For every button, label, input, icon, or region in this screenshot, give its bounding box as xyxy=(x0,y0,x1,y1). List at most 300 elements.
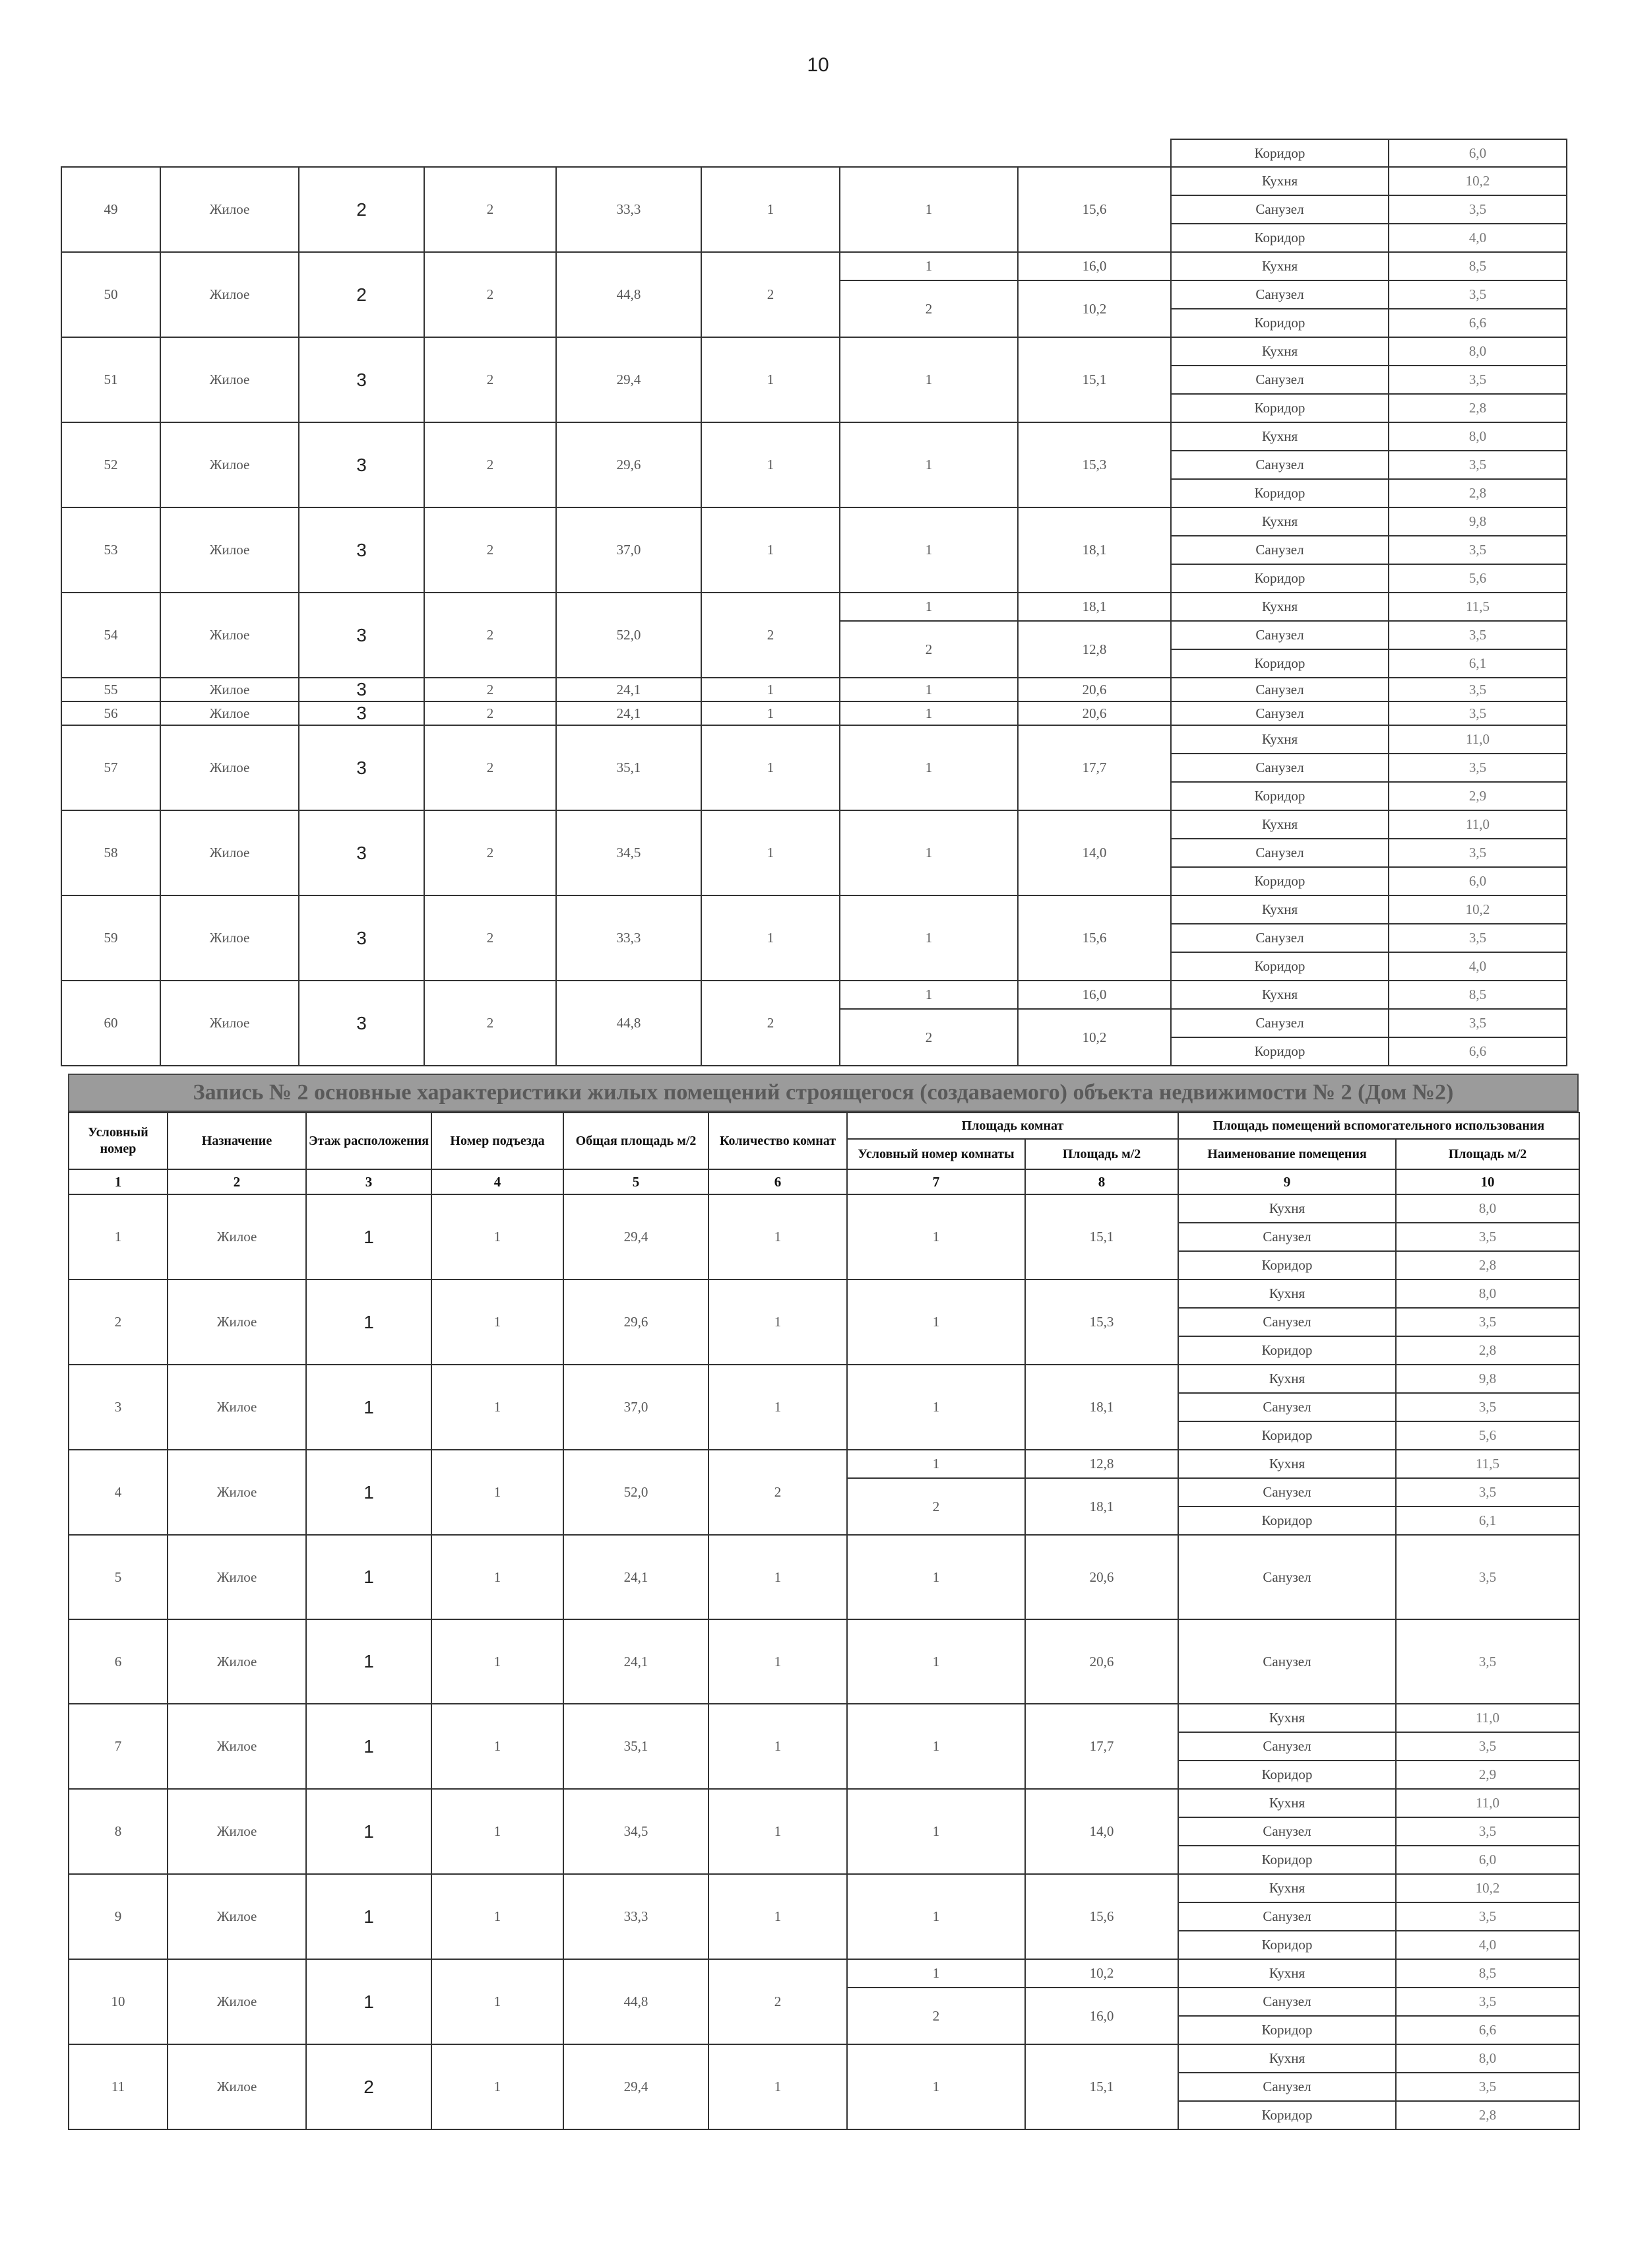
unit-purpose: Жилое xyxy=(168,1959,306,2044)
aux-area: 3,5 xyxy=(1389,536,1567,564)
unit-rooms-count: 1 xyxy=(708,1365,847,1450)
room-area: 15,3 xyxy=(1018,422,1171,507)
unit-purpose: Жилое xyxy=(160,422,299,507)
aux-name: Кухня xyxy=(1178,1450,1396,1478)
unit-number: 56 xyxy=(61,701,160,725)
unit-floor: 1 xyxy=(306,1959,431,2044)
column-index: 6 xyxy=(708,1169,847,1194)
aux-area: 8,0 xyxy=(1389,337,1567,366)
apartments-table-house-2 xyxy=(68,1112,1580,2130)
table-row xyxy=(69,1704,1579,1732)
unit-floor: 1 xyxy=(306,1874,431,1959)
room-number: 1 xyxy=(847,1619,1025,1704)
aux-area: 3,5 xyxy=(1389,621,1567,649)
aux-area: 11,0 xyxy=(1396,1704,1579,1732)
aux-name: Санузел xyxy=(1178,2073,1396,2101)
header-cond-number: Условный номер xyxy=(69,1113,168,1169)
unit-floor: 1 xyxy=(306,1280,431,1365)
unit-total-area: 37,0 xyxy=(556,507,701,593)
unit-rooms-count: 1 xyxy=(708,1535,847,1619)
unit-number: 9 xyxy=(69,1874,168,1959)
unit-entrance: 2 xyxy=(424,895,556,981)
aux-name: Коридор xyxy=(1171,479,1389,507)
aux-area: 3,5 xyxy=(1389,280,1567,309)
unit-entrance: 1 xyxy=(431,1874,563,1959)
unit-rooms-count: 1 xyxy=(708,1789,847,1874)
unit-purpose: Жилое xyxy=(160,725,299,810)
table-row xyxy=(69,1450,1579,1478)
aux-name: Кухня xyxy=(1178,1194,1396,1223)
room-area: 12,8 xyxy=(1018,621,1171,678)
unit-total-area: 29,4 xyxy=(563,2044,708,2129)
aux-area: 4,0 xyxy=(1396,1931,1579,1959)
aux-area: 6,1 xyxy=(1389,649,1567,678)
aux-name: Кухня xyxy=(1178,1874,1396,1902)
unit-floor: 1 xyxy=(306,1704,431,1789)
aux-area: 3,5 xyxy=(1396,2073,1579,2101)
table-row xyxy=(69,1959,1579,1988)
aux-name: Санузел xyxy=(1171,701,1389,725)
room-area: 15,6 xyxy=(1018,895,1171,981)
aux-name: Коридор xyxy=(1178,2101,1396,2129)
unit-purpose: Жилое xyxy=(168,1619,306,1704)
unit-entrance: 2 xyxy=(424,725,556,810)
aux-area: 3,5 xyxy=(1389,839,1567,867)
aux-name: Санузел xyxy=(1171,366,1389,394)
unit-number: 2 xyxy=(69,1280,168,1365)
unit-purpose: Жилое xyxy=(160,337,299,422)
unit-total-area: 34,5 xyxy=(556,810,701,895)
unit-rooms-count: 1 xyxy=(708,1194,847,1280)
room-number: 1 xyxy=(840,678,1018,701)
header-rooms-count: Количество комнат xyxy=(708,1113,847,1169)
aux-name: Санузел xyxy=(1178,1535,1396,1619)
aux-area: 5,6 xyxy=(1389,564,1567,593)
unit-total-area: 37,0 xyxy=(563,1365,708,1450)
aux-area: 3,5 xyxy=(1396,1223,1579,1251)
aux-name: Кухня xyxy=(1178,1789,1396,1817)
aux-area: 10,2 xyxy=(1389,167,1567,195)
aux-area: 3,5 xyxy=(1396,1619,1579,1704)
unit-total-area: 33,3 xyxy=(563,1874,708,1959)
unit-number: 51 xyxy=(61,337,160,422)
aux-area: 6,0 xyxy=(1396,1846,1579,1874)
aux-area: 6,0 xyxy=(1389,867,1567,895)
aux-area: 2,8 xyxy=(1396,2101,1579,2129)
table-row xyxy=(61,678,1567,701)
unit-total-area: 35,1 xyxy=(556,725,701,810)
unit-purpose: Жилое xyxy=(168,2044,306,2129)
unit-purpose: Жилое xyxy=(168,1280,306,1365)
aux-area: 3,5 xyxy=(1389,924,1567,952)
column-index: 3 xyxy=(306,1169,431,1194)
unit-number: 8 xyxy=(69,1789,168,1874)
table-row xyxy=(61,422,1567,451)
room-number: 1 xyxy=(840,981,1018,1009)
room-area: 16,0 xyxy=(1025,1988,1178,2044)
unit-rooms-count: 2 xyxy=(708,1959,847,2044)
aux-area: 2,8 xyxy=(1389,479,1567,507)
room-area: 15,6 xyxy=(1025,1874,1178,1959)
aux-name: Коридор xyxy=(1171,867,1389,895)
aux-name: Коридор xyxy=(1171,139,1389,167)
aux-area: 11,5 xyxy=(1396,1450,1579,1478)
unit-rooms-count: 1 xyxy=(701,701,840,725)
aux-name: Санузел xyxy=(1171,678,1389,701)
unit-purpose: Жилое xyxy=(160,895,299,981)
unit-floor: 3 xyxy=(299,593,424,678)
unit-purpose: Жилое xyxy=(168,1789,306,1874)
aux-name: Кухня xyxy=(1171,252,1389,280)
column-index: 2 xyxy=(168,1169,306,1194)
unit-rooms-count: 2 xyxy=(701,593,840,678)
aux-area: 6,1 xyxy=(1396,1507,1579,1535)
table-row xyxy=(69,1365,1579,1393)
table-row xyxy=(61,593,1567,621)
aux-area: 3,5 xyxy=(1389,701,1567,725)
aux-area: 11,0 xyxy=(1396,1789,1579,1817)
room-number: 1 xyxy=(847,1280,1025,1365)
unit-rooms-count: 1 xyxy=(701,422,840,507)
unit-number: 1 xyxy=(69,1194,168,1280)
unit-rooms-count: 1 xyxy=(708,1280,847,1365)
column-index: 10 xyxy=(1396,1169,1579,1194)
room-number: 1 xyxy=(840,593,1018,621)
aux-name: Коридор xyxy=(1171,564,1389,593)
aux-name: Коридор xyxy=(1171,649,1389,678)
table-row xyxy=(61,252,1567,280)
unit-total-area: 24,1 xyxy=(563,1619,708,1704)
room-number: 1 xyxy=(840,507,1018,593)
aux-name: Коридор xyxy=(1171,782,1389,810)
header-total-area: Общая площадь м/2 xyxy=(563,1113,708,1169)
unit-purpose: Жилое xyxy=(160,167,299,252)
aux-name: Санузел xyxy=(1178,1732,1396,1761)
unit-purpose: Жилое xyxy=(160,810,299,895)
aux-area: 8,0 xyxy=(1389,422,1567,451)
unit-floor: 1 xyxy=(306,1365,431,1450)
aux-name: Санузел xyxy=(1171,924,1389,952)
aux-area: 3,5 xyxy=(1396,1902,1579,1931)
unit-floor: 1 xyxy=(306,1619,431,1704)
unit-floor: 3 xyxy=(299,678,424,701)
unit-floor: 3 xyxy=(299,725,424,810)
unit-floor: 1 xyxy=(306,1450,431,1535)
aux-area: 8,5 xyxy=(1389,252,1567,280)
room-number: 1 xyxy=(847,1535,1025,1619)
aux-name: Санузел xyxy=(1171,839,1389,867)
table-row xyxy=(61,507,1567,536)
column-index: 1 xyxy=(69,1169,168,1194)
unit-purpose: Жилое xyxy=(160,507,299,593)
aux-area: 4,0 xyxy=(1389,952,1567,981)
unit-total-area: 33,3 xyxy=(556,895,701,981)
aux-area: 3,5 xyxy=(1389,678,1567,701)
column-index: 8 xyxy=(1025,1169,1178,1194)
aux-area: 3,5 xyxy=(1396,1393,1579,1421)
table-row xyxy=(69,1874,1579,1902)
aux-name: Кухня xyxy=(1171,810,1389,839)
aux-area: 3,5 xyxy=(1389,451,1567,479)
aux-name: Коридор xyxy=(1171,1037,1389,1066)
unit-entrance: 1 xyxy=(431,2044,563,2129)
unit-entrance: 1 xyxy=(431,1365,563,1450)
unit-rooms-count: 1 xyxy=(701,895,840,981)
room-area: 18,1 xyxy=(1025,1478,1178,1535)
unit-number: 58 xyxy=(61,810,160,895)
room-area: 15,1 xyxy=(1025,1194,1178,1280)
unit-entrance: 1 xyxy=(431,1535,563,1619)
aux-name: Коридор xyxy=(1178,1761,1396,1789)
aux-area: 3,5 xyxy=(1396,1988,1579,2016)
unit-purpose: Жилое xyxy=(168,1704,306,1789)
aux-area: 2,8 xyxy=(1396,1336,1579,1365)
unit-floor: 2 xyxy=(306,2044,431,2129)
aux-name: Санузел xyxy=(1171,280,1389,309)
aux-area: 8,0 xyxy=(1396,1280,1579,1308)
unit-rooms-count: 1 xyxy=(701,725,840,810)
unit-purpose: Жилое xyxy=(160,252,299,337)
unit-number: 3 xyxy=(69,1365,168,1450)
aux-name: Санузел xyxy=(1171,1009,1389,1037)
aux-area: 8,0 xyxy=(1396,2044,1579,2073)
aux-name: Санузел xyxy=(1178,1223,1396,1251)
room-area: 20,6 xyxy=(1018,678,1171,701)
aux-name: Санузел xyxy=(1171,195,1389,224)
unit-entrance: 2 xyxy=(424,701,556,725)
unit-total-area: 24,1 xyxy=(556,701,701,725)
room-area: 20,6 xyxy=(1025,1535,1178,1619)
table-row xyxy=(69,2044,1579,2073)
room-area: 17,7 xyxy=(1025,1704,1178,1789)
room-number: 1 xyxy=(840,422,1018,507)
room-number: 1 xyxy=(847,1874,1025,1959)
unit-rooms-count: 2 xyxy=(701,252,840,337)
room-number: 1 xyxy=(847,1450,1025,1478)
table-row xyxy=(69,1535,1579,1619)
table-row xyxy=(61,701,1567,725)
aux-name: Санузел xyxy=(1178,1619,1396,1704)
room-number: 1 xyxy=(840,252,1018,280)
room-area: 18,1 xyxy=(1025,1365,1178,1450)
unit-number: 52 xyxy=(61,422,160,507)
aux-area: 9,8 xyxy=(1396,1365,1579,1393)
unit-purpose: Жилое xyxy=(168,1874,306,1959)
table-row xyxy=(61,167,1567,195)
unit-total-area: 24,1 xyxy=(563,1535,708,1619)
unit-purpose: Жилое xyxy=(160,701,299,725)
room-area: 18,1 xyxy=(1018,593,1171,621)
column-index: 7 xyxy=(847,1169,1025,1194)
room-area: 18,1 xyxy=(1018,507,1171,593)
aux-name: Кухня xyxy=(1171,725,1389,754)
table-row xyxy=(61,725,1567,754)
header-purpose: Назначение xyxy=(168,1113,306,1169)
aux-area: 5,6 xyxy=(1396,1421,1579,1450)
room-number: 1 xyxy=(840,810,1018,895)
unit-entrance: 1 xyxy=(431,1619,563,1704)
unit-rooms-count: 1 xyxy=(701,810,840,895)
unit-total-area: 35,1 xyxy=(563,1704,708,1789)
aux-name: Коридор xyxy=(1178,2016,1396,2044)
aux-area: 3,5 xyxy=(1389,1009,1567,1037)
unit-total-area: 29,4 xyxy=(563,1194,708,1280)
unit-purpose: Жилое xyxy=(168,1365,306,1450)
unit-floor: 3 xyxy=(299,810,424,895)
unit-rooms-count: 1 xyxy=(701,507,840,593)
room-area: 16,0 xyxy=(1018,981,1171,1009)
unit-rooms-count: 1 xyxy=(701,678,840,701)
unit-floor: 3 xyxy=(299,981,424,1066)
aux-area: 3,5 xyxy=(1389,195,1567,224)
unit-floor: 2 xyxy=(299,252,424,337)
unit-floor: 3 xyxy=(299,422,424,507)
room-number: 1 xyxy=(840,895,1018,981)
aux-area: 3,5 xyxy=(1396,1817,1579,1846)
aux-name: Кухня xyxy=(1171,507,1389,536)
unit-rooms-count: 1 xyxy=(708,1619,847,1704)
room-area: 16,0 xyxy=(1018,252,1171,280)
unit-purpose: Жилое xyxy=(168,1450,306,1535)
unit-entrance: 1 xyxy=(431,1789,563,1874)
carryover-row xyxy=(61,139,1567,167)
unit-floor: 3 xyxy=(299,507,424,593)
unit-purpose: Жилое xyxy=(160,593,299,678)
aux-area: 10,2 xyxy=(1389,895,1567,924)
aux-name: Кухня xyxy=(1171,593,1389,621)
room-number: 1 xyxy=(840,725,1018,810)
unit-entrance: 2 xyxy=(424,422,556,507)
aux-area: 3,5 xyxy=(1389,754,1567,782)
room-area: 15,3 xyxy=(1025,1280,1178,1365)
aux-name: Санузел xyxy=(1178,1902,1396,1931)
unit-number: 50 xyxy=(61,252,160,337)
unit-entrance: 2 xyxy=(424,810,556,895)
aux-area: 10,2 xyxy=(1396,1874,1579,1902)
room-area: 17,7 xyxy=(1018,725,1171,810)
unit-total-area: 29,6 xyxy=(556,422,701,507)
aux-area: 8,5 xyxy=(1396,1959,1579,1988)
unit-number: 7 xyxy=(69,1704,168,1789)
unit-floor: 3 xyxy=(299,337,424,422)
room-area: 12,8 xyxy=(1025,1450,1178,1478)
unit-total-area: 34,5 xyxy=(563,1789,708,1874)
room-number: 1 xyxy=(847,1194,1025,1280)
room-number: 2 xyxy=(847,1988,1025,2044)
page-number: 10 xyxy=(807,54,829,76)
header-aux-area: Площадь м/2 xyxy=(1396,1139,1579,1169)
table-row xyxy=(61,810,1567,839)
aux-name: Санузел xyxy=(1178,1308,1396,1336)
unit-number: 57 xyxy=(61,725,160,810)
unit-number: 6 xyxy=(69,1619,168,1704)
house-1-table-body xyxy=(61,139,1567,1066)
aux-area: 2,8 xyxy=(1389,394,1567,422)
unit-entrance: 2 xyxy=(424,678,556,701)
unit-rooms-count: 1 xyxy=(708,1704,847,1789)
aux-area: 11,5 xyxy=(1389,593,1567,621)
aux-area: 4,0 xyxy=(1389,224,1567,252)
room-number: 2 xyxy=(840,621,1018,678)
aux-name: Коридор xyxy=(1178,1251,1396,1280)
unit-entrance: 1 xyxy=(431,1280,563,1365)
header-aux-group: Площадь помещений вспомогательного использования xyxy=(1178,1113,1579,1139)
room-area: 14,0 xyxy=(1025,1789,1178,1874)
unit-rooms-count: 2 xyxy=(708,1450,847,1535)
header-room-area: Площадь м/2 xyxy=(1025,1139,1178,1169)
unit-floor: 1 xyxy=(306,1789,431,1874)
room-number: 1 xyxy=(847,1365,1025,1450)
unit-total-area: 44,8 xyxy=(556,981,701,1066)
aux-name: Коридор xyxy=(1171,309,1389,337)
aux-area: 11,0 xyxy=(1389,725,1567,754)
unit-total-area: 24,1 xyxy=(556,678,701,701)
room-number: 1 xyxy=(840,167,1018,252)
house-2-table-body xyxy=(69,1194,1579,2129)
unit-purpose: Жилое xyxy=(160,678,299,701)
room-area: 15,1 xyxy=(1018,337,1171,422)
unit-total-area: 52,0 xyxy=(563,1450,708,1535)
unit-entrance: 2 xyxy=(424,167,556,252)
aux-area: 3,5 xyxy=(1396,1308,1579,1336)
unit-entrance: 1 xyxy=(431,1194,563,1280)
aux-name: Санузел xyxy=(1171,621,1389,649)
unit-number: 11 xyxy=(69,2044,168,2129)
aux-area: 2,8 xyxy=(1396,1251,1579,1280)
aux-area: 11,0 xyxy=(1389,810,1567,839)
aux-area: 6,6 xyxy=(1396,2016,1579,2044)
aux-name: Коридор xyxy=(1178,1931,1396,1959)
apartments-table-house-1-continued xyxy=(61,139,1567,1066)
unit-entrance: 2 xyxy=(424,337,556,422)
column-index: 4 xyxy=(431,1169,563,1194)
aux-name: Санузел xyxy=(1171,536,1389,564)
unit-total-area: 29,6 xyxy=(563,1280,708,1365)
aux-name: Кухня xyxy=(1171,422,1389,451)
unit-entrance: 2 xyxy=(424,981,556,1066)
room-area: 20,6 xyxy=(1018,701,1171,725)
room-number: 1 xyxy=(840,337,1018,422)
aux-name: Кухня xyxy=(1171,337,1389,366)
header-rooms-area-group: Площадь комнат xyxy=(847,1113,1178,1139)
aux-area: 6,6 xyxy=(1389,309,1567,337)
unit-number: 10 xyxy=(69,1959,168,2044)
aux-name: Коридор xyxy=(1178,1846,1396,1874)
aux-area: 8,5 xyxy=(1389,981,1567,1009)
room-number: 1 xyxy=(840,701,1018,725)
unit-number: 5 xyxy=(69,1535,168,1619)
room-number: 1 xyxy=(847,1959,1025,1988)
table-row xyxy=(69,1619,1579,1704)
unit-number: 53 xyxy=(61,507,160,593)
unit-floor: 1 xyxy=(306,1535,431,1619)
unit-floor: 3 xyxy=(299,701,424,725)
column-index-row xyxy=(69,1169,1579,1194)
unit-number: 55 xyxy=(61,678,160,701)
room-area: 15,1 xyxy=(1025,2044,1178,2129)
unit-floor: 2 xyxy=(299,167,424,252)
aux-name: Коридор xyxy=(1178,1336,1396,1365)
room-area: 20,6 xyxy=(1025,1619,1178,1704)
room-number: 2 xyxy=(847,1478,1025,1535)
unit-floor: 3 xyxy=(299,895,424,981)
aux-name: Кухня xyxy=(1178,1365,1396,1393)
header-room-cond-number: Условный номер комнаты xyxy=(847,1139,1025,1169)
aux-name: Коридор xyxy=(1178,1421,1396,1450)
aux-area: 9,8 xyxy=(1389,507,1567,536)
room-area: 14,0 xyxy=(1018,810,1171,895)
room-number: 2 xyxy=(840,280,1018,337)
